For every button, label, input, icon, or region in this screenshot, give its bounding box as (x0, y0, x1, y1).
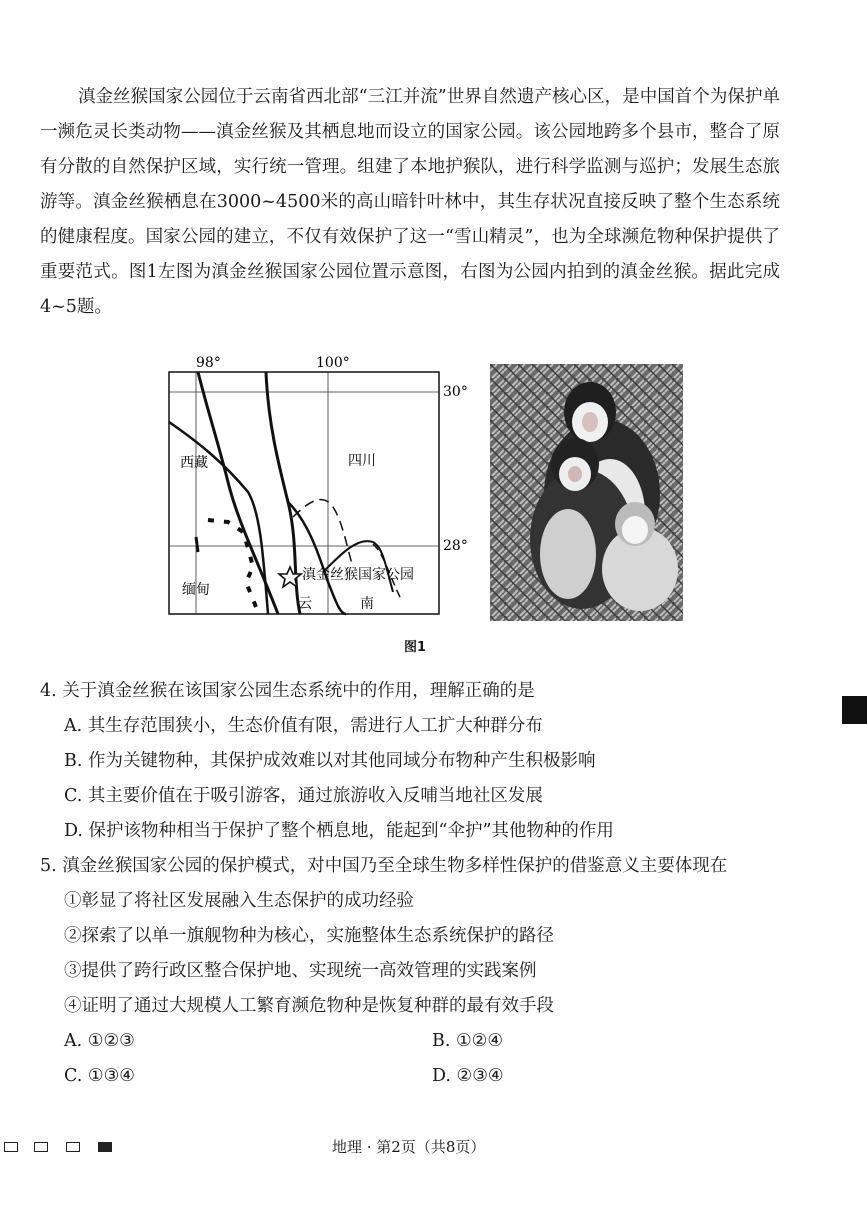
region-xizang: 西藏 (180, 455, 208, 471)
question-5-option-d: D. ②③④ (432, 1066, 504, 1086)
region-sichuan: 四川 (348, 453, 376, 469)
region-miandian: 缅甸 (182, 582, 210, 598)
question-5-statement-2: ②探索了以单一旗舰物种为核心，实施整体生态系统保护的路径 (64, 926, 554, 946)
question-5-statement-1: ①彰显了将社区发展融入生态保护的成功经验 (64, 891, 414, 911)
passage-text: 滇金丝猴国家公园位于云南省西北部“三江并流”世界自然遗产核心区，是中国首个为保护单一濒危灵长类动物——滇金丝猴及其栖息地而设立的国家公园。该公园地跨多个县市，整合了原有分散的自然保护区域，实行统一管理。组建了本地护猴队，进行科学监测与巡护；发展生态旅游等。滇金丝猴栖息在3000~4500米的高山暗针叶林中，其生存状况直接反映了整个生态系统的健康程度。国家公园的建立，不仅有效保护了这一“雪山精灵”，也为全球濒危物种保护提供了重要范式。图1左图为滇金丝猴国家公园位置示意图，右图为公园内拍到的滇金丝猴。据此完成4~5题。 (40, 87, 780, 317)
region-yun: 云 (298, 596, 312, 612)
lat-30-label: 30° (443, 384, 468, 400)
question-5-option-b: B. ①②④ (432, 1031, 504, 1051)
figure-1 (168, 352, 688, 622)
footer-box-icon (4, 1142, 18, 1152)
question-5 (40, 849, 800, 1094)
figure-caption: 图1 (404, 640, 427, 655)
question-5-options-row-2 (64, 1059, 800, 1094)
lon-100-label: 100° (316, 355, 350, 371)
question-4-stem: 4. 关于滇金丝猴在该国家公园生态系统中的作用，理解正确的是 (40, 681, 535, 701)
footer-box-icon (66, 1142, 80, 1152)
park-label: 滇金丝猴国家公园 (302, 567, 414, 583)
footer-filled-box-icon (98, 1142, 112, 1152)
footer-box-icon (34, 1142, 48, 1152)
question-5-statement-3: ③提供了跨行政区整合保护地、实现统一高效管理的实践案例 (64, 961, 537, 981)
question-4-option-c: C. 其主要价值在于吸引游客，通过旅游收入反哺当地社区发展 (64, 786, 543, 806)
location-map (168, 352, 468, 622)
question-4-option-a: A. 其生存范围狭小，生态价值有限，需进行人工扩大种群分布 (64, 716, 543, 736)
page-footer (0, 1136, 867, 1156)
monkey-photo (490, 364, 683, 621)
question-5-option-c: C. ①③④ (64, 1066, 135, 1086)
question-4-option-d: D. 保护该物种相当于保护了整个栖息地，能起到“伞护”其他物种的作用 (64, 821, 614, 841)
question-5-stem: 5. 滇金丝猴国家公园的保护模式，对中国乃至全球生物多样性保护的借鉴意义主要体现在 (40, 856, 728, 876)
lon-98-label: 98° (196, 355, 221, 371)
question-5-option-a: A. ①②③ (64, 1031, 135, 1051)
question-4-option-b: B. 作为关键物种，其保护成效难以对其他同域分布物种产生积极影响 (64, 751, 596, 771)
question-4 (40, 674, 800, 849)
region-nan: 南 (360, 596, 374, 612)
question-5-options-row-1 (64, 1024, 800, 1059)
page-number: 地理 · 第2页（共8页） (332, 1138, 486, 1156)
side-tab-marker (842, 696, 867, 724)
lat-28-label: 28° (443, 538, 468, 554)
question-5-statement-4: ④证明了通过大规模人工繁育濒危物种是恢复种群的最有效手段 (64, 996, 554, 1016)
